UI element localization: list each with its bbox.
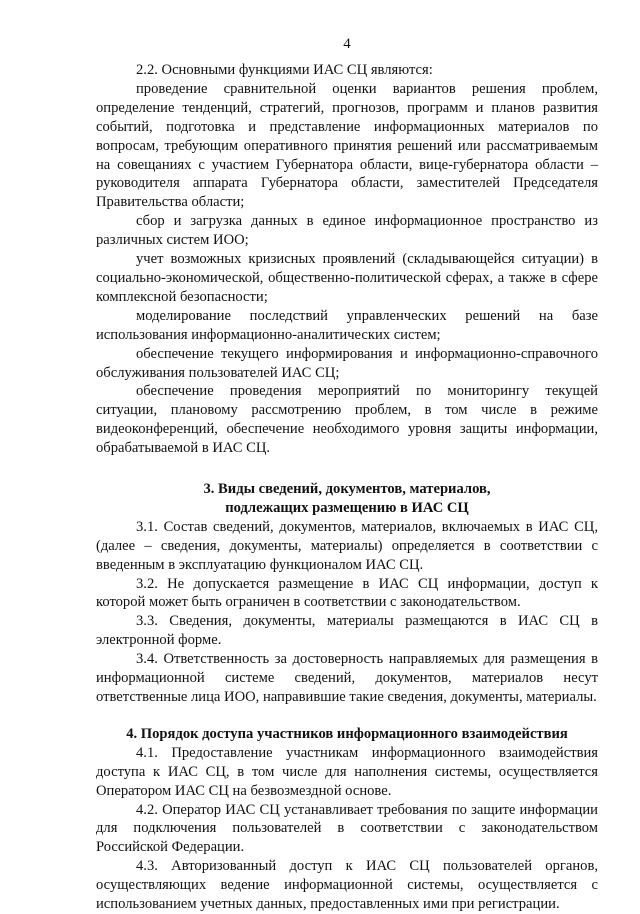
section-4-paragraph: 4.1. Предоставление участникам информационного взаимодействия доступа к ИАС СЦ, в том числе для наполнения системы, осуществляется Оператором ИАС СЦ на безвозмездной основе. (96, 744, 598, 799)
function-item: обеспечение проведения мероприятий по мониторингу текущей ситуации, плановому рассмотрению проблем, в том числе в режиме видеоконференций, обеспечение необходимого уровня защиты информации, обрабатываемой в ИАС СЦ. (96, 383, 598, 457)
section-3-heading-line2: подлежащих размещению в ИАС СЦ (225, 499, 469, 516)
function-item: моделирование последствий управленческих решений на базе использования информационно-аналитических систем; (96, 307, 598, 343)
section-4-paragraph: 4.2. Оператор ИАС СЦ устанавливает требования по защите информации для подключения пользователей в соответствии с законодательством Российской Федерации. (96, 801, 598, 856)
section-3-paragraph: 3.4. Ответственность за достоверность направляемых для размещения в информационной системе сведений, документов, материалов несут ответственные лица ИОО, направившие такие сведения, документы, материалы. (96, 651, 598, 705)
section-3-paragraph: 3.2. Не допускается размещение в ИАС СЦ информации, доступ к которой может быть ограничен в соответствии с законодательством. (96, 575, 598, 611)
section-3-heading-line1: 3. Виды сведений, документов, материалов, (203, 481, 491, 498)
section-3-paragraph: 3.3. Сведения, документы, материалы размещаются в ИАС СЦ в электронной форме. (96, 613, 598, 649)
section-2-intro: 2.2. Основными функциями ИАС СЦ являются: (136, 62, 433, 78)
function-item: проведение сравнительной оценки вариантов решения проблем, определение тенденций, стратегий, прогнозов, программ и планов развития событий, подготовка и представление информационных материалов по вопросам, требующим оперативного принятия решений или рассматриваемым на совещаниях с участием Губернатора области, вице-губернатора области – руководителя аппарата Губернатора области, заместителей Председателя Правительства области; (96, 80, 598, 211)
section-3 (96, 480, 598, 707)
section-3-paragraph: 3.1. Состав сведений, документов, материалов, включаемых в ИАС СЦ, (далее – сведения, документы, материалы) определяется в соответствии с введенным в эксплуатацию функционалом ИАС СЦ. (96, 518, 598, 573)
section-4-heading: 4. Порядок доступа участников информационного взаимодействия (126, 725, 568, 742)
page-number: 4 (343, 36, 351, 52)
section-2 (96, 61, 598, 458)
function-item: обеспечение текущего информирования и информационно-справочного обслуживания пользователей ИАС СЦ; (96, 345, 598, 381)
function-item: учет возможных кризисных проявлений (складывающейся ситуации) в социально-экономической, общественно-политической сферах, а также в сфере комплексной безопасности; (96, 251, 598, 305)
function-item: сбор и загрузка данных в единое информационное пространство из различных систем ИОО; (96, 213, 598, 249)
section-4 (96, 725, 598, 914)
section-4-paragraph: 4.3. Авторизованный доступ к ИАС СЦ пользователей органов, осуществляющих ведение информационной системы, осуществляется с использованием учетных данных, предоставленных ими при регистрации. (96, 858, 598, 913)
